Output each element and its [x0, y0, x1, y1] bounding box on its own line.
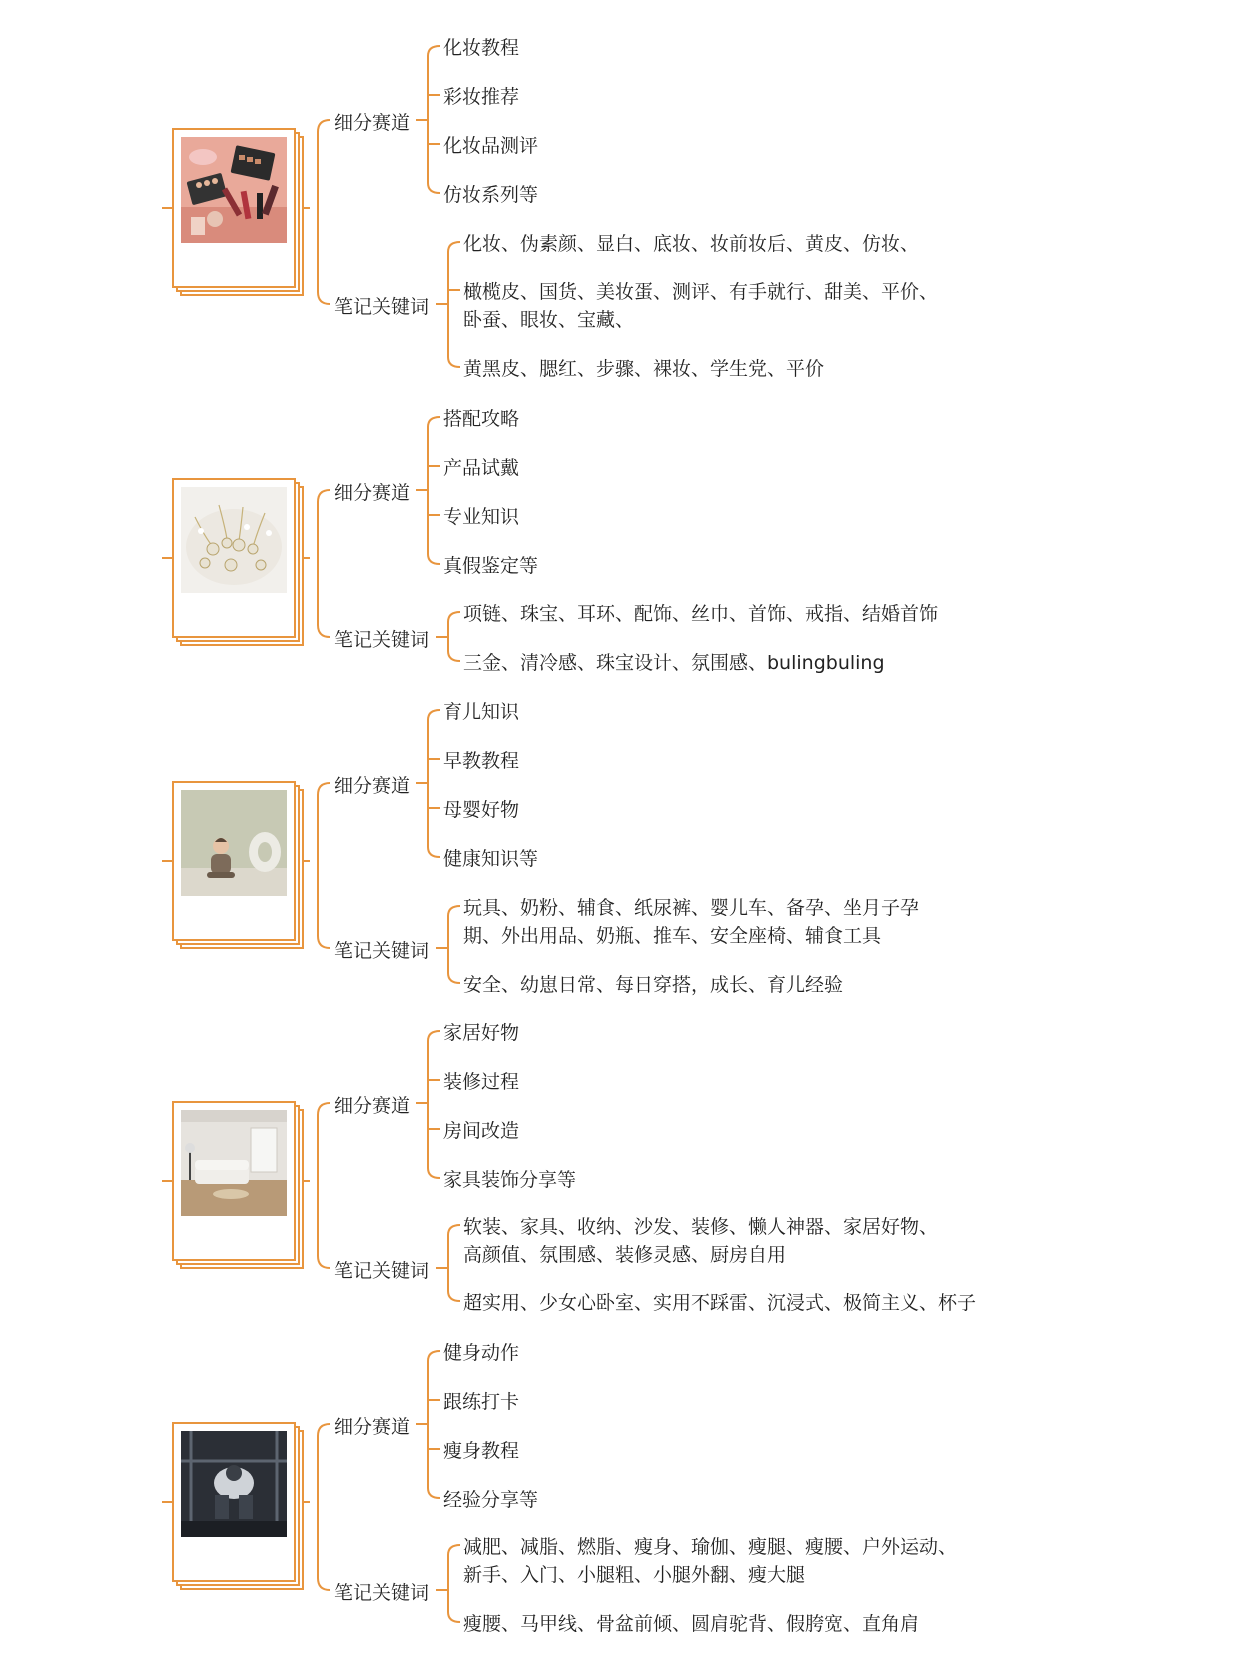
keywords-label: 笔记关键词 — [334, 629, 430, 651]
keywords-label: 笔记关键词 — [334, 296, 430, 318]
segment-item: 房间改造 — [443, 1120, 520, 1142]
segment-item: 装修过程 — [443, 1071, 520, 1093]
segment-item: 早教教程 — [443, 750, 520, 772]
segments-label: 细分赛道 — [334, 1416, 411, 1438]
keyword-line: 卧蚕、眼妆、宝藏、 — [463, 309, 635, 331]
segment-item: 家具装饰分享等 — [443, 1169, 577, 1191]
keyword-line: 新手、入门、小腿粗、小腿外翻、瘦大腿 — [463, 1564, 806, 1586]
connector-line — [318, 120, 330, 304]
category-card — [172, 128, 308, 300]
category-card — [172, 781, 308, 953]
keywords-label: 笔记关键词 — [334, 1582, 430, 1604]
keyword-line: 橄榄皮、国货、美妆蛋、测评、有手就行、甜美、平价、 — [463, 281, 939, 303]
keyword-line: 项链、珠宝、耳环、配饰、丝巾、首饰、戒指、结婚首饰 — [463, 603, 939, 625]
category-card — [172, 1101, 308, 1273]
connector-line — [448, 612, 460, 661]
keywords-label: 笔记关键词 — [334, 940, 430, 962]
keyword-line: 瘦腰、马甲线、骨盆前倾、圆肩驼背、假胯宽、直角肩 — [463, 1613, 920, 1635]
gym-photo — [181, 1431, 287, 1537]
segment-item: 母婴好物 — [443, 799, 520, 821]
segment-item: 家居好物 — [443, 1022, 520, 1044]
segment-item: 专业知识 — [443, 506, 520, 528]
segment-item: 真假鉴定等 — [443, 555, 539, 577]
segment-item: 搭配攻略 — [443, 408, 520, 430]
connector-line — [428, 710, 440, 857]
keyword-line: 玩具、奶粉、辅食、纸尿裤、婴儿车、备孕、坐月子孕 — [463, 897, 920, 919]
jewelry-photo — [181, 487, 287, 593]
connector-line — [318, 1424, 330, 1590]
segment-item: 跟练打卡 — [443, 1391, 520, 1413]
connector-line — [318, 783, 330, 948]
segments-label: 细分赛道 — [334, 1095, 411, 1117]
keyword-line: 化妆、伪素颜、显白、底妆、妆前妆后、黄皮、仿妆、 — [463, 233, 920, 255]
keyword-line: 黄黑皮、腮红、步骤、裸妆、学生党、平价 — [463, 358, 825, 380]
keyword-line: 高颜值、氛围感、装修灵感、厨房自用 — [463, 1244, 787, 1266]
keyword-line: 安全、幼崽日常、每日穿搭，成长、育儿经验 — [463, 974, 844, 996]
card-front — [172, 1422, 296, 1582]
connector-line — [428, 1031, 440, 1178]
segment-item: 化妆品测评 — [443, 135, 539, 157]
segment-item: 经验分享等 — [443, 1489, 539, 1511]
keywords-label: 笔记关键词 — [334, 1260, 430, 1282]
keyword-line: 减肥、减脂、燃脂、瘦身、瑜伽、瘦腿、瘦腰、户外运动、 — [463, 1536, 958, 1558]
connector-line — [428, 417, 440, 564]
segment-item: 产品试戴 — [443, 457, 520, 479]
segment-item: 健身动作 — [443, 1342, 520, 1364]
segment-item: 育儿知识 — [443, 701, 520, 723]
segments-label: 细分赛道 — [334, 112, 411, 134]
card-front — [172, 478, 296, 638]
card-front — [172, 781, 296, 941]
segment-item: 健康知识等 — [443, 848, 539, 870]
connector-line — [448, 242, 460, 367]
segment-item: 瘦身教程 — [443, 1440, 520, 1462]
segment-item: 彩妆推荐 — [443, 86, 520, 108]
connector-line — [428, 46, 440, 193]
connector-line — [448, 906, 460, 983]
segment-item: 化妆教程 — [443, 37, 520, 59]
keyword-line: 三金、清冷感、珠宝设计、氛围感、bulingbuling — [463, 652, 885, 674]
living-room-photo — [181, 1110, 287, 1216]
card-front — [172, 1101, 296, 1261]
connector-line — [448, 1225, 460, 1301]
baby-photo — [181, 790, 287, 896]
connector-line — [318, 490, 330, 637]
segments-label: 细分赛道 — [334, 482, 411, 504]
keyword-line: 期、外出用品、奶瓶、推车、安全座椅、辅食工具 — [463, 925, 882, 947]
connector-line — [318, 1103, 330, 1268]
segment-item: 仿妆系列等 — [443, 184, 539, 206]
category-card — [172, 478, 308, 650]
keyword-line: 超实用、少女心卧室、实用不踩雷、沉浸式、极简主义、杯子 — [463, 1292, 977, 1314]
segments-label: 细分赛道 — [334, 775, 411, 797]
card-front — [172, 128, 296, 288]
category-card — [172, 1422, 308, 1594]
connector-line — [448, 1545, 460, 1622]
keyword-line: 软装、家具、收纳、沙发、装修、懒人神器、家居好物、 — [463, 1216, 939, 1238]
connector-line — [428, 1351, 440, 1498]
makeup-products-photo — [181, 137, 287, 243]
